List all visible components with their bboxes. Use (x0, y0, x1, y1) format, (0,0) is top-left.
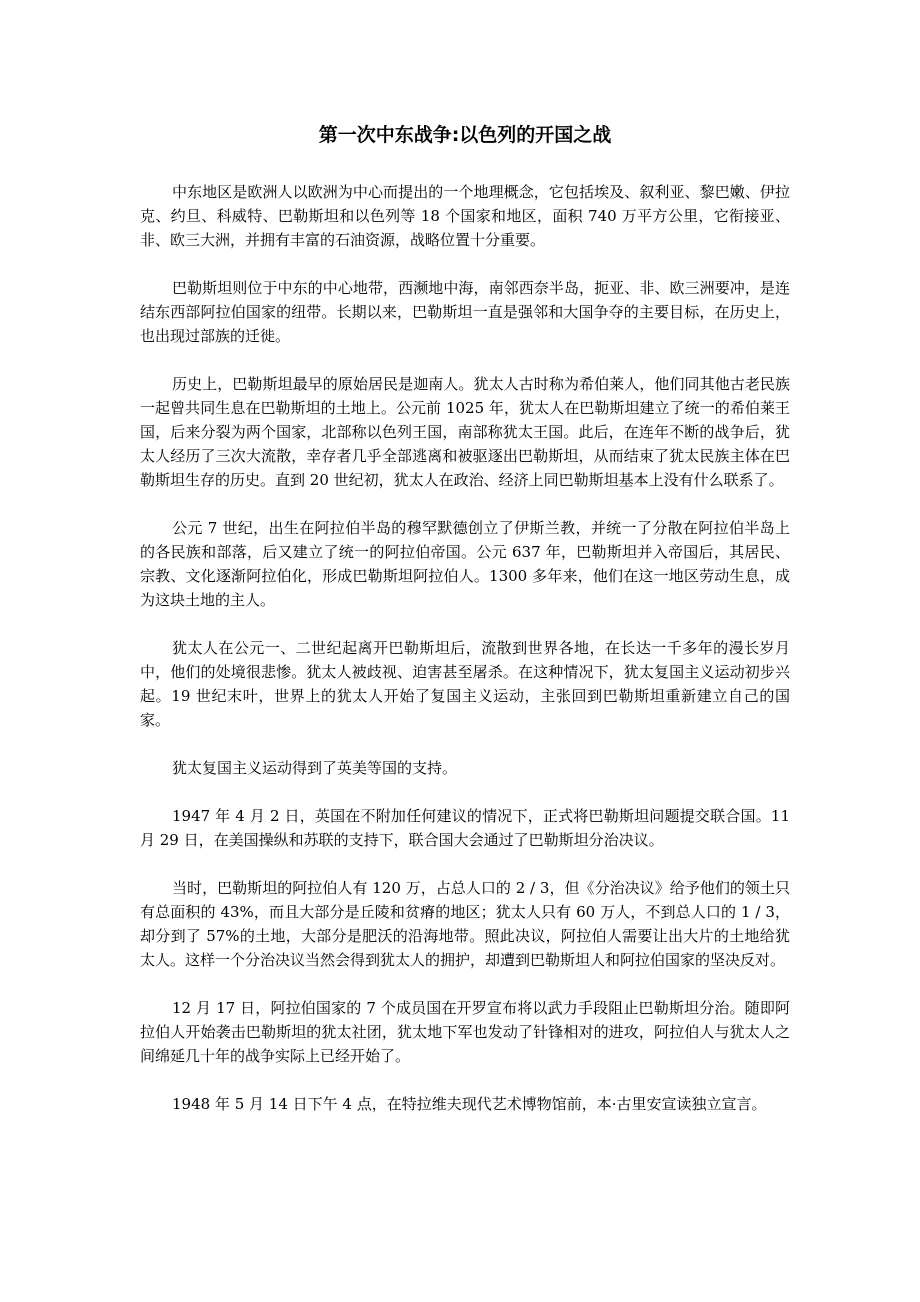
paragraph-palestine-location: 巴勒斯坦则位于中东的中心地带，西濒地中海，南邻西奈半岛，扼亚、非、欧三洲要冲，是连结东西部阿拉伯国家的纽带。长期以来，巴勒斯坦一直是强邻和大国争夺的主要目标，在历史上，也出现过部族的迁徙。 (140, 279, 790, 345)
paragraph-early-history: 历史上，巴勒斯坦最早的原始居民是迦南人。犹太人古时称为希伯莱人，他们同其他古老民族一起曾共同生息在巴勒斯坦的土地上。公元前 1025 年，犹太人在巴勒斯坦建立了统一的希伯莱王国，后来分裂为两个国家，北部称以色列王国，南部称犹太王国。此后，在连年不断的战争后，犹太人经历了三次大流散，幸存者几乎全部逃离和被驱逐出巴勒斯坦，从而结束了犹太民族主体在巴勒斯坦生存的历史。直到 20 世纪初，犹太人在政治、经济上同巴勒斯坦基本上没有什么联系了。 (140, 375, 790, 489)
paragraph-middle-east-overview: 中东地区是欧洲人以欧洲为中心而提出的一个地理概念，它包括埃及、叙利亚、黎巴嫩、伊拉克、约旦、科威特、巴勒斯坦和以色列等 18 个国家和地区，面积 740 万平方公里，它衔接亚、非、欧三大洲，并拥有丰富的石油资源，战略位置十分重要。 (140, 183, 790, 249)
paragraph-arab-empire: 公元 7 世纪，出生在阿拉伯半岛的穆罕默德创立了伊斯兰教，并统一了分散在阿拉伯半岛上的各民族和部落，后又建立了统一的阿拉伯帝国。公元 637 年，巴勒斯坦并入帝国后，其居民、宗教、文化逐渐阿拉伯化，形成巴勒斯坦阿拉伯人。1300 多年来，他们在这一地区劳动生息，成为这块土地的主人。 (140, 519, 790, 609)
paragraph-cairo-declaration: 12 月 17 日，阿拉伯国家的 7 个成员国在开罗宣布将以武力手段阻止巴勒斯坦分治。随即阿拉伯人开始袭击巴勒斯坦的犹太社团，犹太地下军也发动了针锋相对的进攻，阿拉伯人与犹太人之间绵延几十年的战争实际上已经开始了。 (140, 999, 790, 1065)
paragraph-independence-declaration: 1948 年 5 月 14 日下午 4 点，在特拉维夫现代艺术博物馆前，本·古里安宣读独立宣言。 (172, 1095, 767, 1113)
paragraph-partition-terms: 当时，巴勒斯坦的阿拉伯人有 120 万，占总人口的 2 / 3，但《分治决议》给予他们的领土只有总面积的 43%，而且大部分是丘陵和贫瘠的地区；犹太人只有 60 万人，不到总人口的 1 / 3，却分到了 57%的土地，大部分是肥沃的沿海地带。照此决议，阿拉伯人需要让出大片的土地给犹太人。这样一个分治决议当然会得到犹太人的拥护，却遭到巴勒斯坦人和阿拉伯国家的坚决反对。 (140, 879, 790, 969)
paragraph-western-support: 犹太复国主义运动得到了英美等国的支持。 (172, 759, 458, 777)
paragraph-un-partition: 1947 年 4 月 2 日，英国在不附加任何建议的情况下，正式将巴勒斯坦问题提交联合国。11 月 29 日，在美国操纵和苏联的支持下，联合国大会通过了巴勒斯坦分治决议。 (140, 807, 790, 849)
paragraph-diaspora-zionism: 犹太人在公元一、二世纪起离开巴勒斯坦后，流散到世界各地，在长达一千多年的漫长岁月中，他们的处境很悲惨。犹太人被歧视、迫害甚至屠杀。在这种情况下，犹太复国主义运动初步兴起。19 世纪末叶，世界上的犹太人开始了复国主义运动，主张回到巴勒斯坦重新建立自己的国家。 (140, 639, 790, 729)
document-page (140, 118, 790, 1140)
document-title: 第一次中东战争:以色列的开国之战 (318, 124, 612, 146)
